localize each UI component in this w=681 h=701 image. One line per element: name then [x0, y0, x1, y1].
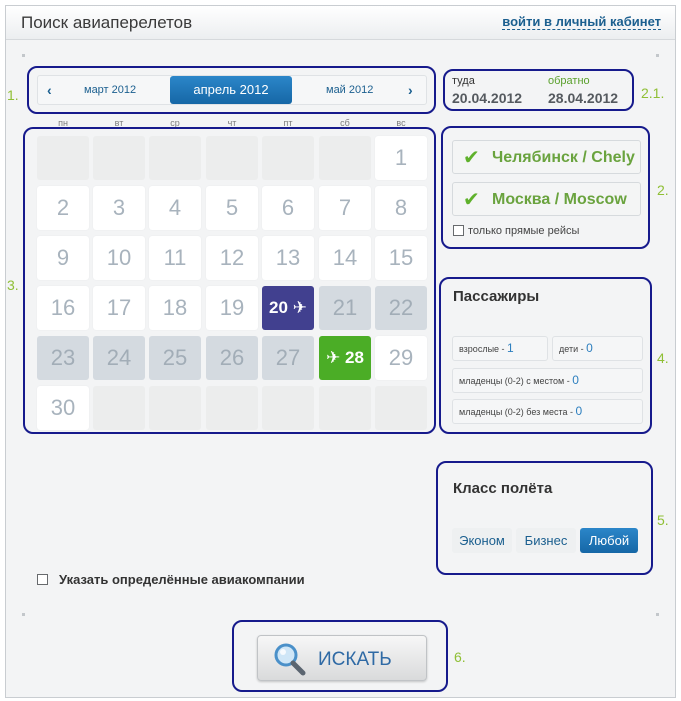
weekday-mon: пн — [58, 118, 68, 128]
weekday-tue: вт — [114, 118, 124, 128]
checkmark-icon: ✔ — [463, 147, 480, 169]
weekday-wed: ср — [170, 118, 180, 128]
calendar-day[interactable]: 14 — [319, 236, 371, 280]
destination-city-name: Москва / Moscow — [492, 191, 627, 208]
calendar-day[interactable]: 8 — [375, 186, 427, 230]
weekday-fri: пт — [283, 118, 293, 128]
calendar-day[interactable]: 12 — [206, 236, 258, 280]
class-any-button[interactable]: Любой — [580, 528, 638, 553]
class-business-button[interactable]: Бизнес — [516, 528, 576, 553]
airlines-checkbox[interactable] — [37, 574, 48, 585]
annotation-number-1: 1. — [7, 87, 19, 103]
corner-dot — [22, 54, 25, 57]
month-navigation — [37, 75, 427, 105]
annotation-number-5: 5. — [657, 512, 669, 528]
destination-city-field[interactable] — [452, 182, 641, 216]
calendar-day[interactable]: 2 — [37, 186, 89, 230]
children-label: дети - — [559, 344, 587, 354]
calendar-empty-cell — [319, 386, 371, 430]
annotation-box-5 — [436, 461, 653, 575]
calendar-empty-cell — [375, 386, 427, 430]
calendar-empty-cell — [319, 136, 371, 180]
search-button[interactable] — [257, 635, 427, 681]
calendar-day[interactable]: 9 — [37, 236, 89, 280]
calendar-day[interactable]: 29 — [375, 336, 427, 380]
calendar-day[interactable]: 13 — [262, 236, 314, 280]
corner-dot — [22, 613, 25, 616]
direct-flights-checkbox[interactable] — [453, 225, 464, 236]
next-month-link[interactable]: май 2012 — [326, 84, 374, 96]
calendar-day[interactable]: 19 — [206, 286, 258, 330]
infants-without-seat-field[interactable] — [452, 399, 643, 424]
panel-header — [6, 6, 675, 40]
infants-with-seat-label: младенцы (0-2) с местом - — [459, 376, 573, 386]
next-month-arrow-icon[interactable]: › — [408, 82, 413, 98]
calendar-day[interactable]: 7 — [319, 186, 371, 230]
annotation-number-4: 4. — [657, 350, 669, 366]
annotation-number-3: 2. — [657, 182, 669, 198]
calendar-day-in-range[interactable]: 24 — [93, 336, 145, 380]
calendar-day-in-range[interactable]: 21 — [319, 286, 371, 330]
calendar-day-in-range[interactable]: 26 — [206, 336, 258, 380]
calendar-empty-cell — [262, 136, 314, 180]
weekday-sat: сб — [340, 118, 350, 128]
children-value: 0 — [586, 341, 593, 355]
calendar-day-in-range[interactable]: 23 — [37, 336, 89, 380]
calendar-day[interactable]: 5 — [206, 186, 258, 230]
calendar-day[interactable]: 3 — [93, 186, 145, 230]
origin-city-name: Челябинск / Chely — [492, 149, 635, 166]
calendar-empty-cell — [206, 136, 258, 180]
departure-label: туда — [452, 75, 475, 87]
prev-month-arrow-icon[interactable]: ‹ — [47, 82, 52, 98]
page-title: Поиск авиаперелетов — [21, 13, 193, 32]
calendar-day[interactable]: 1 — [375, 136, 427, 180]
infants-with-seat-field[interactable] — [452, 368, 643, 393]
calendar-day-in-range[interactable]: 22 — [375, 286, 427, 330]
calendar-day[interactable]: 4 — [149, 186, 201, 230]
return-date: 28.04.2012 — [548, 90, 619, 106]
calendar-day-return[interactable]: ✈ 28 — [319, 336, 371, 380]
search-button-label: ИСКАТЬ — [318, 649, 392, 670]
calendar-empty-cell — [93, 136, 145, 180]
corner-dot — [656, 54, 659, 57]
annotation-number-6: 6. — [454, 649, 466, 665]
annotation-number-2: 3. — [7, 277, 19, 293]
flight-class-title: Класс полёта — [453, 480, 553, 497]
return-label: обратно — [548, 75, 590, 87]
infants-without-seat-value: 0 — [575, 404, 583, 418]
airlines-checkbox-label[interactable]: Указать определённые авиакомпании — [59, 572, 305, 587]
prev-month-link[interactable]: март 2012 — [84, 84, 137, 96]
magnifier-icon — [272, 642, 308, 676]
calendar-day-in-range[interactable]: 25 — [149, 336, 201, 380]
calendar-day[interactable]: 10 — [93, 236, 145, 280]
passengers-title: Пассажиры — [453, 288, 540, 305]
calendar-empty-cell — [149, 136, 201, 180]
calendar-day-departure[interactable]: 20 ✈ — [262, 286, 314, 330]
corner-dot — [656, 613, 659, 616]
calendar-empty-cell — [262, 386, 314, 430]
weekday-thu: чт — [227, 118, 237, 128]
calendar-day[interactable]: 30 — [37, 386, 89, 430]
adults-value: 1 — [507, 341, 514, 355]
infants-without-seat-label: младенцы (0-2) без места - — [459, 407, 576, 417]
infants-with-seat-value: 0 — [572, 373, 579, 387]
adults-label: взрослые - — [459, 344, 508, 354]
adults-field[interactable] — [452, 336, 548, 361]
calendar-empty-cell — [149, 386, 201, 430]
calendar-day[interactable]: 17 — [93, 286, 145, 330]
departure-date: 20.04.2012 — [452, 90, 523, 106]
calendar-day[interactable]: 6 — [262, 186, 314, 230]
checkmark-icon: ✔ — [463, 189, 480, 211]
calendar-day[interactable]: 11 — [149, 236, 201, 280]
calendar-empty-cell — [206, 386, 258, 430]
calendar-day-in-range[interactable]: 27 — [262, 336, 314, 380]
current-month-tab[interactable]: апрель 2012 — [170, 76, 292, 104]
class-economy-button[interactable]: Эконом — [452, 528, 512, 553]
origin-city-field[interactable] — [452, 140, 641, 174]
calendar-day[interactable]: 15 — [375, 236, 427, 280]
calendar-empty-cell — [37, 136, 89, 180]
children-field[interactable] — [552, 336, 643, 361]
calendar-empty-cell — [93, 386, 145, 430]
weekday-sun: вс — [396, 118, 406, 128]
calendar-day[interactable]: 18 — [149, 286, 201, 330]
annotation-number-2-1: 2.1. — [641, 85, 665, 101]
login-link[interactable]: войти в личный кабинет — [502, 14, 661, 29]
direct-flights-label[interactable]: только прямые рейсы — [468, 225, 580, 237]
calendar-day[interactable]: 16 — [37, 286, 89, 330]
